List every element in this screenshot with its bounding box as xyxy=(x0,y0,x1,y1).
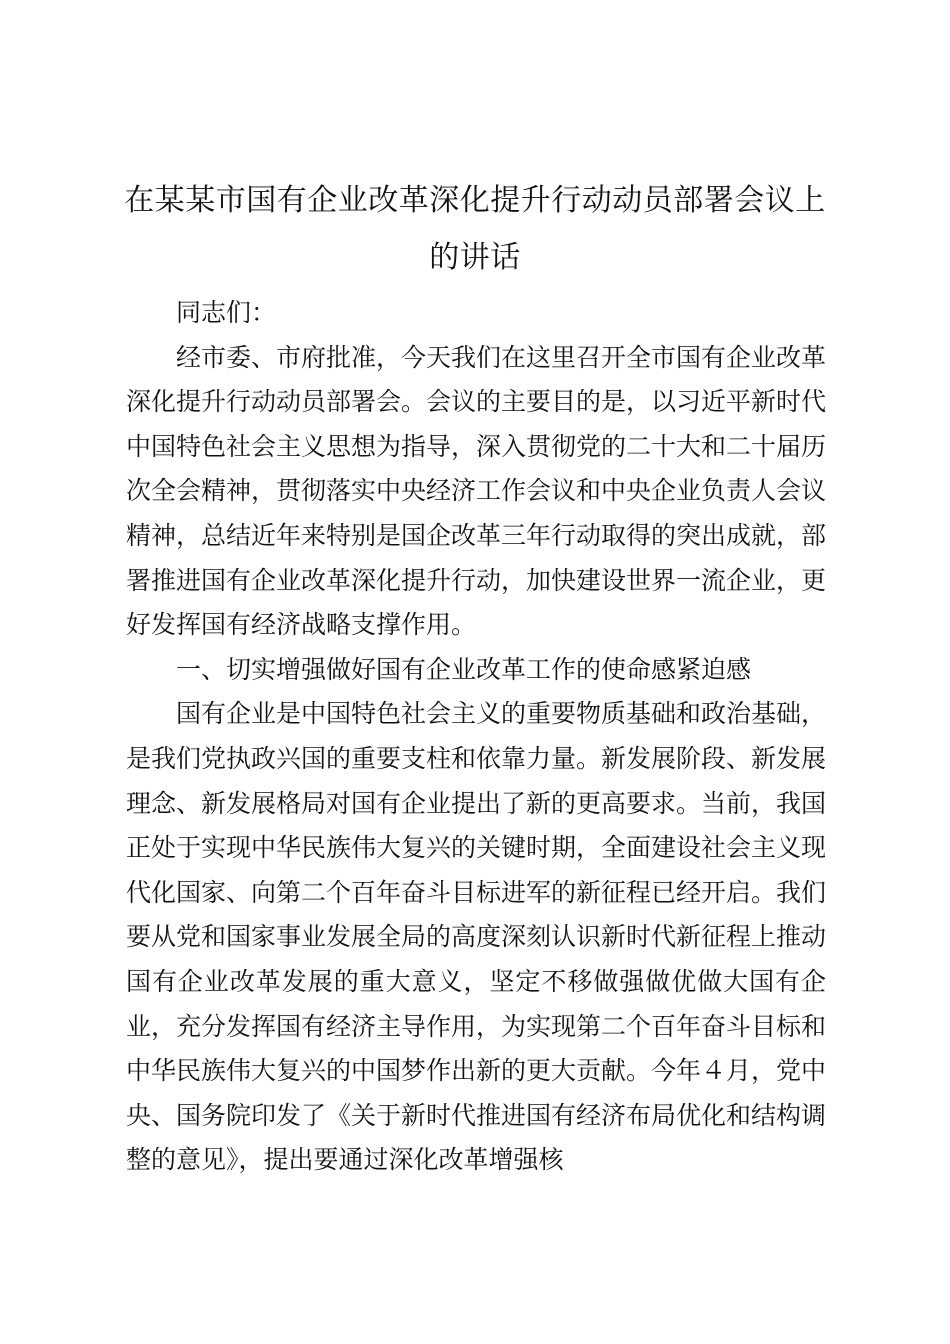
paragraph-intro: 经市委、市府批准，今天我们在这里召开全市国有企业改革深化提升行动动员部署会。会议的主要目的是，以习近平新时代中国特色社会主义思想为指导，深入贯彻党的二十大和二十届历次全会精神，贯彻落实中央经济工作会议和中央企业负责人会议精神，总结近年来特别是国企改革三年行动取得的突出成就，部署推进国有企业改革深化提升行动，加快建设世界一流企业，更好发挥国有经济战略支撑作用。 xyxy=(126,342,827,640)
document-body xyxy=(126,291,826,1183)
section-heading-1: 一、切实增强做好国有企业改革工作的使命感紧迫感 xyxy=(176,654,752,684)
salutation: 同志们： xyxy=(176,298,277,327)
paragraph-section-1: 国有企业是中国特色社会主义的重要物质基础和政治基础，是我们党执政兴国的重要支柱和依靠力量。新发展阶段、新发展理念、新发展格局对国有企业提出了新的更高要求。当前，我国正处于实现中华民族伟大复兴的关键时期，全面建设社会主义现代化国家、向第二个百年奋斗目标进军的新征程已经开启。我们要从党和国家事业发展全局的高度深刻认识新时代新征程上推动国有企业改革发展的重大意义，坚定不移做强做优做大国有企业，充分发挥国有经济主导作用，为实现第二个百年奋斗目标和中华民族伟大复兴的中国梦作出新的更大贡献。今年４月，党中央、国务院印发了《关于新时代推进国有经济布局优化和结构调整的意见》，提出要通过深化改革增强核 xyxy=(126,699,827,1175)
document-title: 在某某市国有企业改革深化提升行动动员部署会议上的讲话 xyxy=(124,183,826,275)
